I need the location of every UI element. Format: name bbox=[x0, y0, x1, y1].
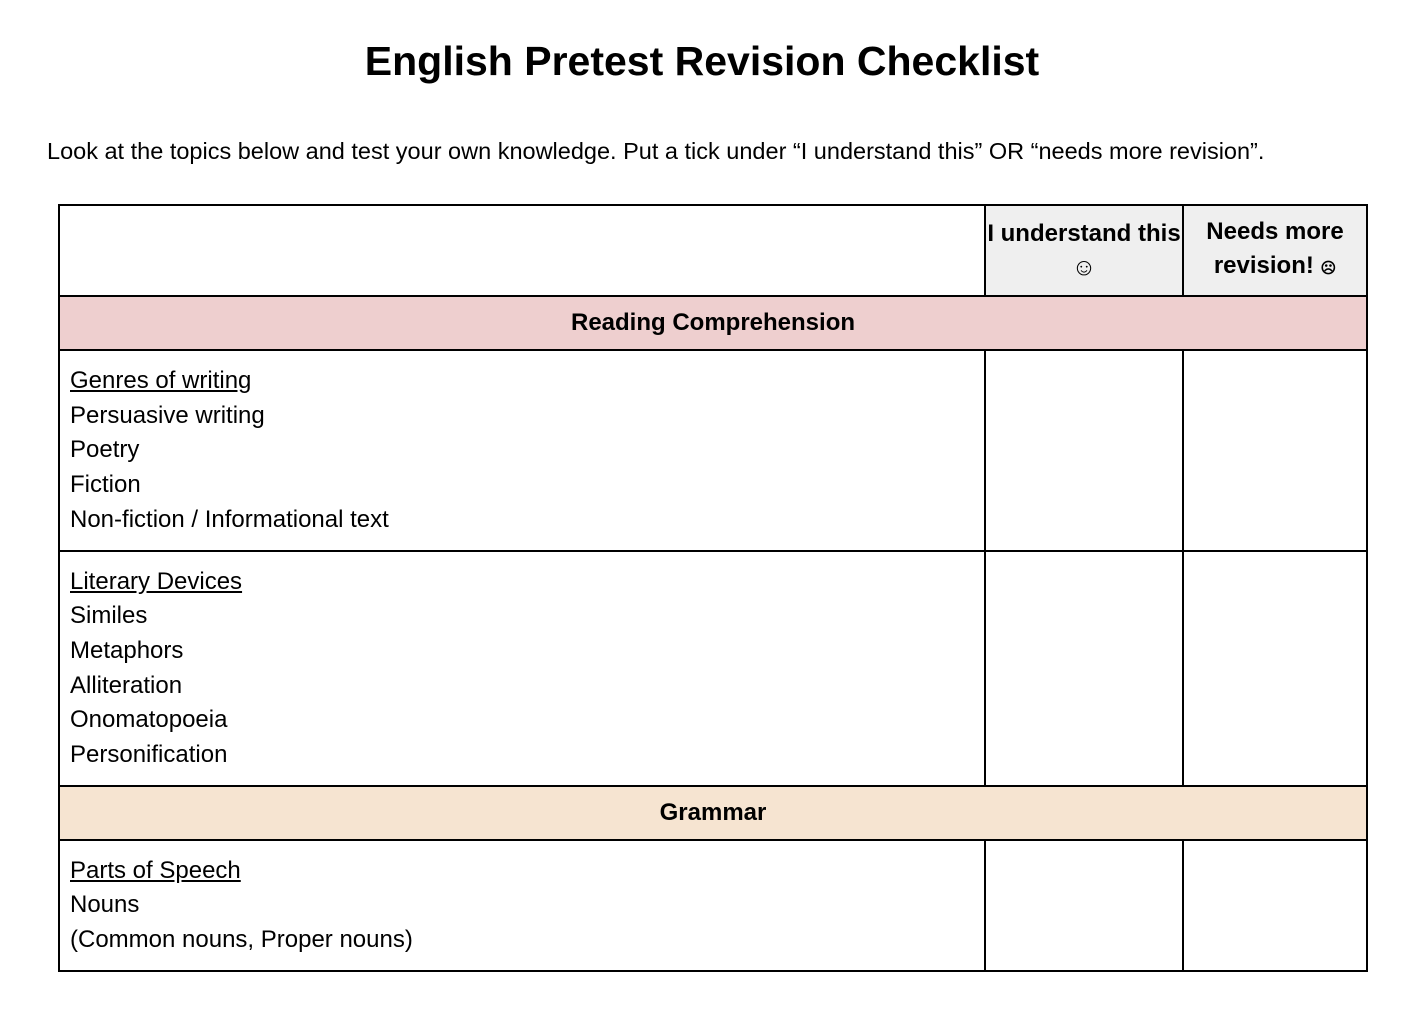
list-item: Alliteration bbox=[70, 671, 183, 699]
table-row bbox=[59, 350, 1367, 551]
header-understand bbox=[985, 205, 1183, 296]
group-heading: Literary Devices bbox=[70, 567, 243, 595]
table-row bbox=[59, 840, 1367, 971]
list-item: Fiction bbox=[70, 471, 141, 499]
group-genres bbox=[59, 350, 985, 551]
list-item: Non-fiction / Informational text bbox=[70, 505, 389, 533]
header-blank-cell bbox=[59, 205, 985, 296]
list-item: Similes bbox=[70, 602, 148, 630]
list-item: Personification bbox=[70, 741, 228, 769]
list-item: Persuasive writing bbox=[70, 401, 265, 429]
header-revision bbox=[1183, 205, 1367, 296]
understand-tick-cell[interactable] bbox=[985, 840, 1183, 971]
understand-tick-cell[interactable] bbox=[985, 350, 1183, 551]
revision-tick-cell[interactable] bbox=[1183, 551, 1367, 786]
header-understand-label: I understand this bbox=[987, 219, 1181, 247]
table-row bbox=[59, 551, 1367, 786]
checklist-table bbox=[58, 204, 1368, 972]
section-reading-comprehension: Reading Comprehension bbox=[59, 296, 1367, 350]
list-item: Nouns bbox=[70, 891, 140, 919]
group-heading: Genres of writing bbox=[70, 367, 252, 394]
frown-icon: ☹ bbox=[1320, 260, 1337, 277]
list-item: Poetry bbox=[70, 436, 140, 464]
revision-tick-cell[interactable] bbox=[1183, 840, 1367, 971]
list-item: Onomatopoeia bbox=[70, 706, 228, 734]
section-grammar: Grammar bbox=[59, 786, 1367, 840]
list-item: Metaphors bbox=[70, 636, 184, 664]
page-title: English Pretest Revision Checklist bbox=[364, 38, 1040, 84]
group-parts-of-speech bbox=[59, 840, 985, 971]
revision-tick-cell[interactable] bbox=[1183, 350, 1367, 551]
understand-tick-cell[interactable] bbox=[985, 551, 1183, 786]
list-item: (Common nouns, Proper nouns) bbox=[70, 926, 413, 954]
header-revision-label: Needs more revision! bbox=[1206, 218, 1344, 279]
instructions: Look at the topics below and test your own knowledge. Put a tick under “I understand this” OR “needs more revision”. bbox=[47, 138, 1265, 164]
group-heading: Parts of Speech bbox=[70, 856, 241, 884]
smile-icon: ☺ bbox=[1071, 253, 1097, 281]
group-literary-devices bbox=[59, 551, 985, 786]
